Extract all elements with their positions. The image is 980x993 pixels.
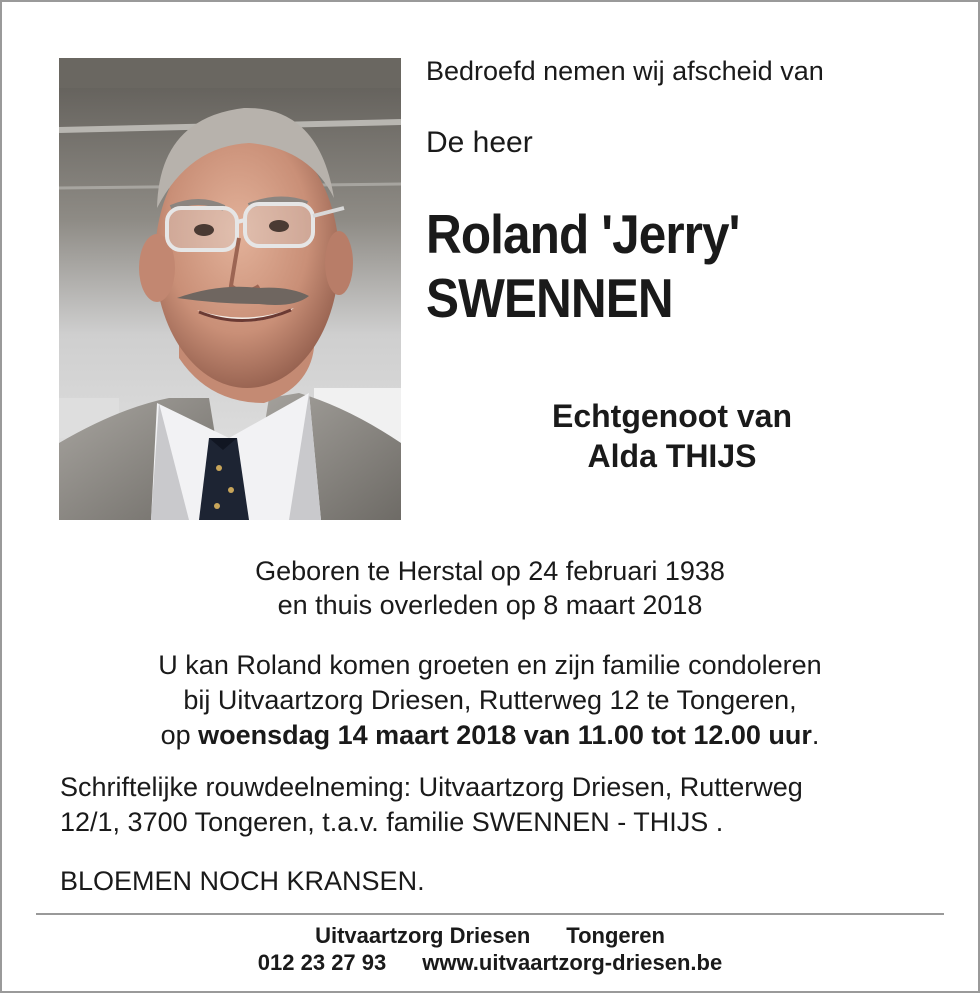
no-flowers-note: BLOEMEN NOCH KRANSEN. xyxy=(60,866,425,896)
visitation-line-1: U kan Roland komen groeten en zijn familie condoleren xyxy=(158,650,822,680)
visitation-info xyxy=(2,648,978,753)
deceased-surname: SWENNEN xyxy=(426,267,673,329)
relation-label: Echtgenoot van xyxy=(551,398,792,434)
funeral-home-website: www.uitvaartzorg-driesen.be xyxy=(422,950,723,975)
deceased-first-name: Roland 'Jerry' xyxy=(426,203,740,265)
funeral-home-footer xyxy=(2,922,978,976)
footer-line-2 xyxy=(2,949,978,976)
birth-line: Geboren te Herstal op 24 februari 1938 xyxy=(255,556,725,586)
written-condolence xyxy=(60,770,940,840)
visitation-datetime: woensdag 14 maart 2018 van 11.00 tot 12.00 uur xyxy=(198,720,812,750)
birth-death-info xyxy=(2,554,978,622)
honorific: De heer xyxy=(426,126,533,159)
deceased-name xyxy=(426,202,740,330)
visitation-line-2: bij Uitvaartzorg Driesen, Rutterweg 12 te Tongeren, xyxy=(183,685,797,715)
spouse-name: Alda THIJS xyxy=(587,438,757,474)
footer-line-1 xyxy=(2,922,978,949)
condolence-line-1: Schriftelijke rouwdeelneming: Uitvaartzorg Driesen, Rutterweg xyxy=(60,772,803,802)
intro-text: Bedroefd nemen wij afscheid van xyxy=(426,56,824,86)
spouse-relation xyxy=(472,396,872,476)
portrait-photo xyxy=(59,58,401,520)
visitation-suffix: . xyxy=(811,720,820,750)
visitation-prefix: op xyxy=(160,720,199,750)
funeral-home-city: Tongeren xyxy=(566,923,665,948)
visitation-line-3 xyxy=(2,718,978,753)
condolence-line-2: 12/1, 3700 Tongeren, t.a.v. familie SWENNEN - THIJS . xyxy=(60,807,724,837)
footer-divider xyxy=(36,913,944,915)
funeral-home-phone: 012 23 27 93 xyxy=(257,950,387,975)
portrait-illustration xyxy=(59,58,401,520)
death-line: en thuis overleden op 8 maart 2018 xyxy=(277,590,703,620)
funeral-home-name: Uitvaartzorg Driesen xyxy=(315,923,531,948)
